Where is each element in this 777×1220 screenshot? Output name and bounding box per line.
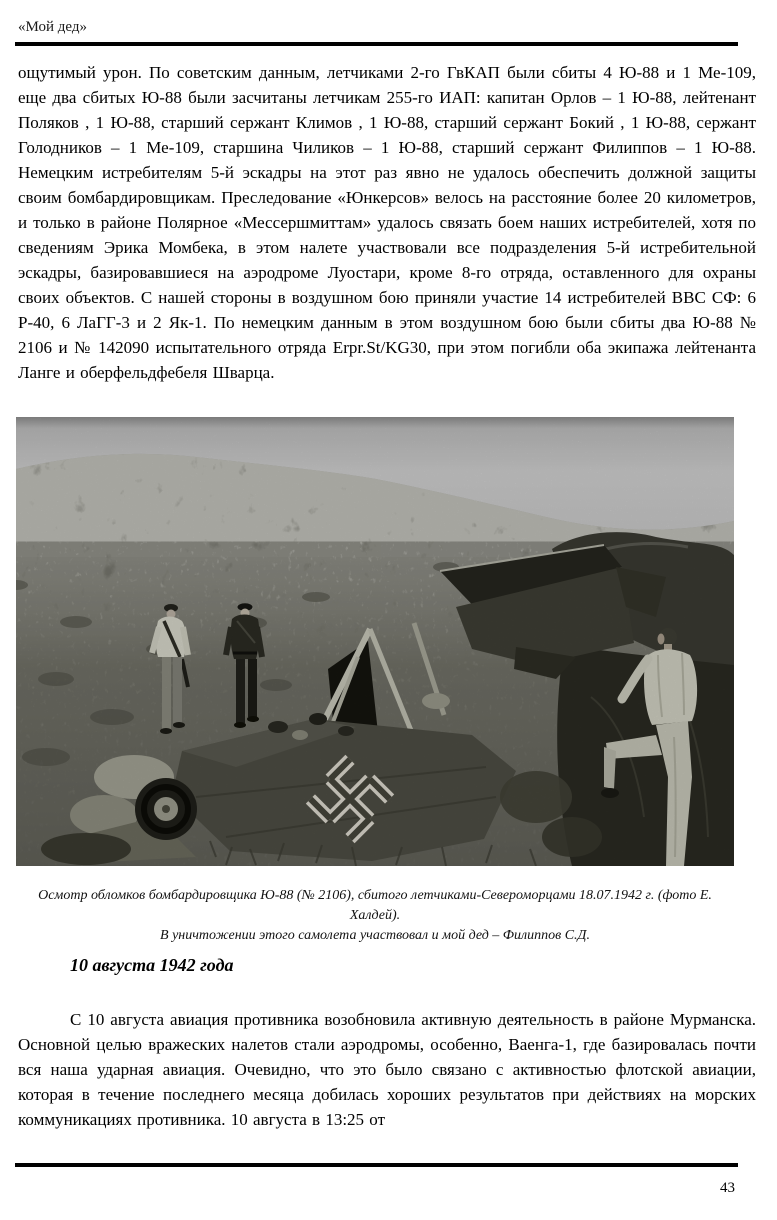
photo-caption-line-2: В уничтожении этого самолета участвовал и мой дед – Филиппов С.Д.: [160, 928, 590, 943]
header-rule: [15, 42, 738, 46]
running-title: «Мой дед»: [18, 19, 87, 35]
photo-ju88-wreckage: [16, 417, 734, 866]
paragraph-august-10: С 10 августа авиация противника возобновила активную деятельность в районе Мурманска. Основной целью вражеских налетов стали аэродромы, особенно, Ваенга-1, где базировалась почти вся наша ударная авиация. Очевидно, что это было связано с активностью флотской авиации, которая в течение последнего месяца добилась хороших результатов при действиях на морских коммуникациях противника. 10 августа в 13:25 от: [18, 1010, 756, 1129]
page-number: 43: [720, 1180, 735, 1196]
wreckage-photo-art: [16, 417, 734, 866]
footer-rule: [15, 1163, 738, 1167]
section-heading: 10 августа 1942 года: [70, 955, 234, 975]
paragraph-combat-report: ощутимый урон. По советским данным, летчиками 2-го ГвКАП были сбиты 4 Ю-88 и 1 Ме-109, еще два сбитых Ю-88 были засчитаны летчикам 255-го ИАП: капитан Орлов – 1 Ю-88, лейтенант Поляков , 1 Ю-88, старший сержант Климов , 1 Ю-88, старший сержант Бокий , 1 Ю-88, сержант Голодников – 1 Ме-109, старшина Чиликов – 1 Ю-88, старший сержант Филиппов – 1 Ю-88. Немецким истребителям 5-й эскадры на этот раз явно не удалось обеспечить должной защиты своим бомбардировщикам. Преследование «Юнкерсов» велось на расстояние более 20 километров, и только в районе Полярное «Мессершмиттам» удалось связать боем наших истребителей, хотя по сведениям Эрика Момбека, в этом налете участвовали все подразделения 5-й истребительной эскадры, базировавшиеся на аэродроме Луостари, кроме 8-го отряда, оставленного для охраны своих объектов. С нашей стороны в воздушном бою приняли участие 14 истребителей ВВС СФ: 6 Р-40, 6 ЛаГГ-3 и 2 Як-1. По немецким данным в этом воздушном бою были сбиты два Ю-88 № 2106 и № 142090 испытательного отряда Erpr.St/KG30, при этом погибли оба экипажа лейтенанта Ланге и оберфельдфебеля Шварца.: [18, 63, 756, 382]
photo-caption: [16, 886, 734, 946]
photo-caption-line-1: Осмотр обломков бомбардировщика Ю-88 (№ 2106), сбитого летчиками-Североморцами 18.07.1942 г. (фото Е. Халдей).: [38, 888, 712, 923]
